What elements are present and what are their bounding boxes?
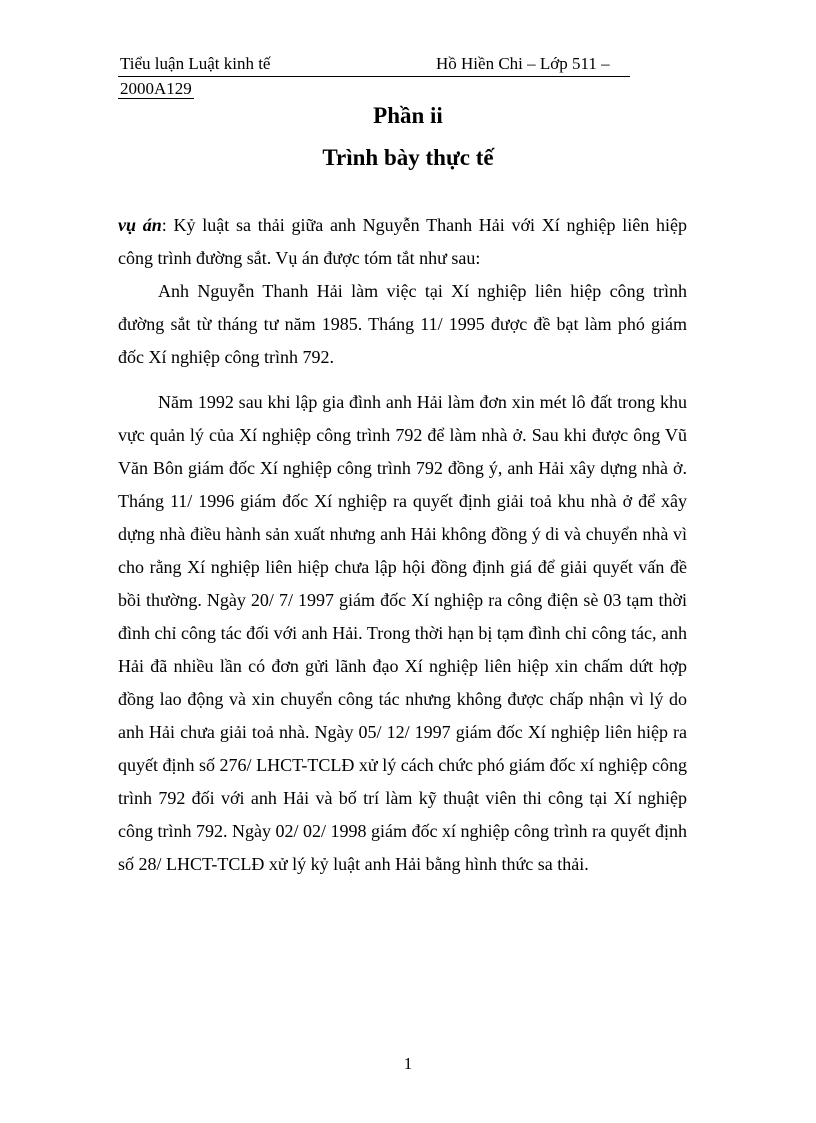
page-header	[118, 52, 633, 101]
case-label: vụ án	[118, 215, 162, 235]
header-first-line	[118, 52, 630, 77]
case-intro-text: : Kỷ luật sa thải giữa anh Nguyễn Thanh Hải với Xí nghiệp liên hiệp công trình đường sắt. Vụ án được tóm tắt như sau:	[118, 215, 688, 268]
case-intro-paragraph	[118, 209, 687, 275]
header-author-class: Hồ Hiền Chi – Lớp 511 –	[436, 54, 610, 73]
section-title: Trình bày thực tế	[322, 145, 494, 170]
header-student-id: 2000A129	[120, 79, 192, 98]
paragraph-employment: Anh Nguyễn Thanh Hải làm việc tại Xí nghiệp liên hiệp công trình đường sắt từ tháng tư năm 1985. Tháng 11/ 1995 được đề bạt làm phó giám đốc Xí nghiệp công trình 792.	[118, 281, 687, 367]
body-text	[118, 209, 687, 881]
paragraph-dispute: Năm 1992 sau khi lập gia đình anh Hải làm đơn xin mét lô đất trong khu vực quản lý của Xí nghiệp công trình 792 để làm nhà ở. Sau khi được ông Vũ Văn Bôn giám đốc Xí nghiệp công trình 792 đồng ý, anh Hải xây dựng nhà ở. Tháng 11/ 1996 giám đốc Xí nghiệp ra quyết định giải toả khu nhà ở để xây dựng nhà điều hành sản xuất nhưng anh Hải không đồng ý di và chuyển nhà vì cho rằng Xí nghiệp liên hiệp chưa lập hội đồng định giá để giải quyết vấn đề bồi thường. Ngày 20/ 7/ 1997 giám đốc Xí nghiệp ra công điện sè 03 tạm thời đình chỉ công tác đối với anh Hải. Trong thời hạn bị tạm đình chỉ công tác, anh Hải đã nhiều lần có đơn gửi lãnh đạo Xí nghiệp liên hiệp xin chấm dứt hợp đồng lao động và xin chuyển công tác nhưng không được chấp nhận vì lý do anh Hải chưa giải toả nhà. Ngày 05/ 12/ 1997 giám đốc Xí nghiệp liên hiệp ra quyết định số 276/ LHCT-TCLĐ xử lý cách chức phó giám đốc xí nghiệp công trình 792 đối với anh Hải và bố trí làm kỹ thuật viên thi công tại Xí nghiệp công trình 792. Ngày 02/ 02/ 1998 giám đốc xí nghiệp công trình ra quyết định số 28/ LHCT-TCLĐ xử lý kỷ luật anh Hải bằng hình thức sa thải.	[118, 392, 687, 874]
part-title: Phần ii	[373, 103, 443, 128]
page-number: 1	[403, 1054, 413, 1073]
header-course: Tiểu luận Luật kinh tế	[120, 54, 271, 73]
